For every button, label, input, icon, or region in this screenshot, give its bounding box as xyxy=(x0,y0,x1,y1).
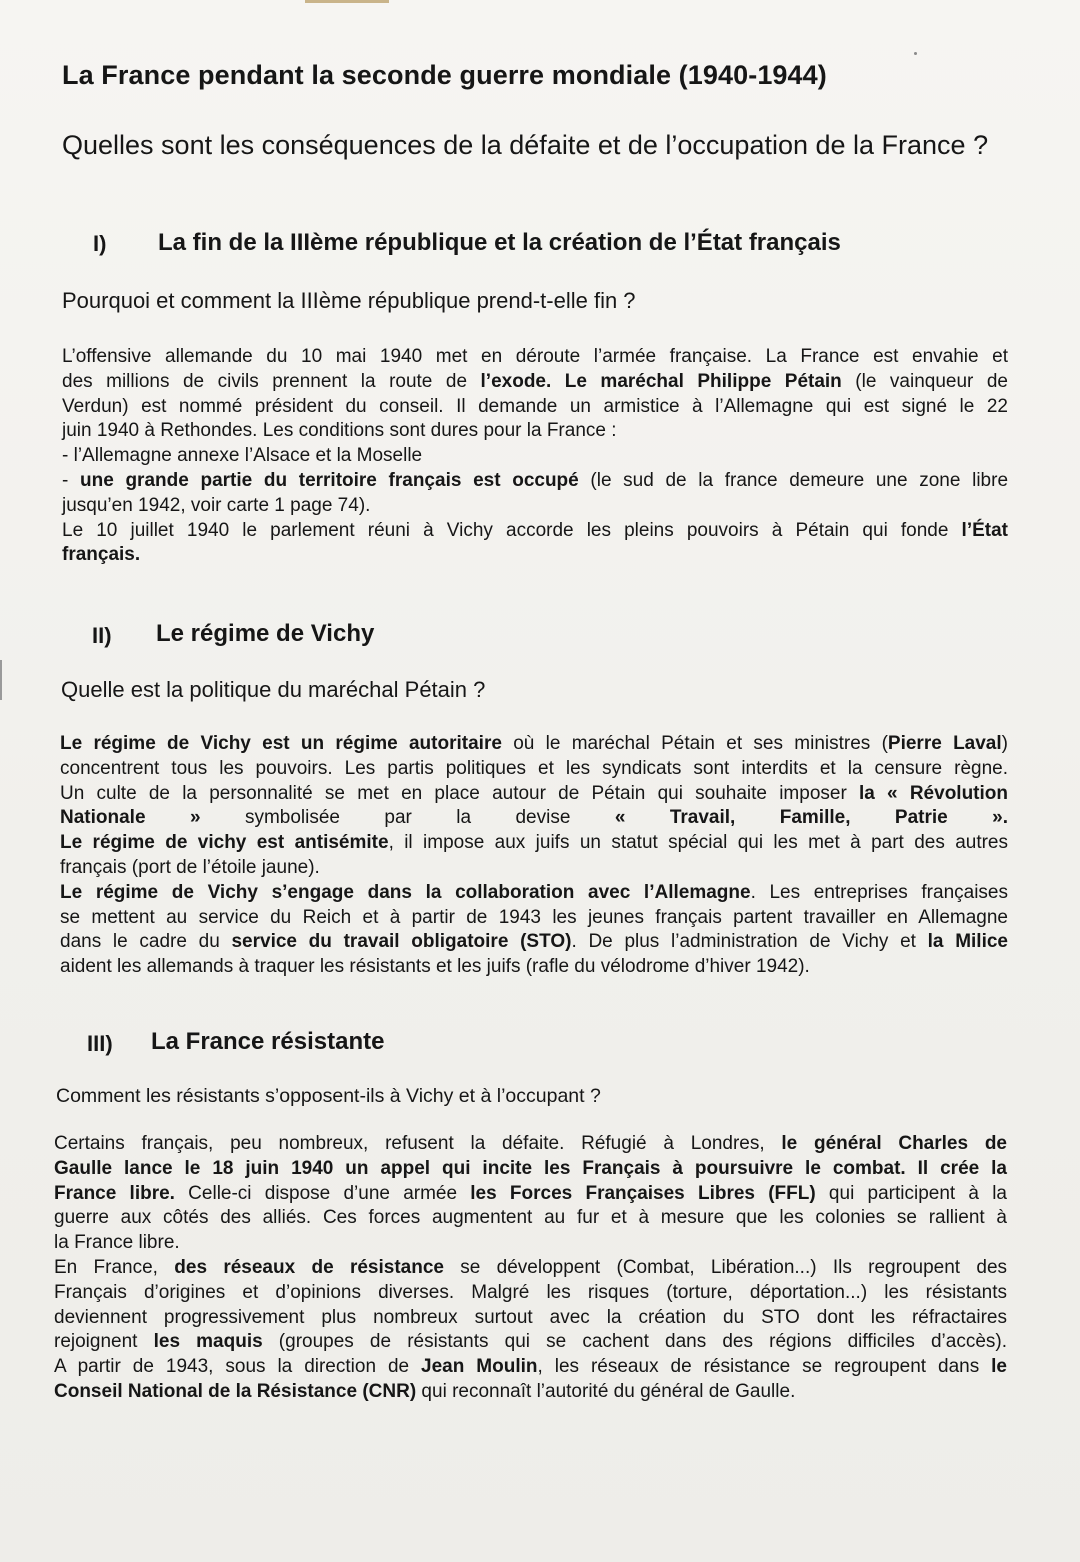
section-3-heading: La France résistante xyxy=(151,1028,385,1055)
scan-edge-mark xyxy=(305,0,389,3)
paragraph-line xyxy=(54,1380,1007,1405)
text: où le maréchal Pétain et ses ministres ( xyxy=(501,733,888,754)
bold-text: les maquis xyxy=(153,1331,263,1353)
text: deviennent progressivement plus nombreux surtout avec la création du STO dont les réfractaires xyxy=(54,1306,1007,1328)
text: Verdun) est nommé président du conseil. Il demande un armistice à l’Allemagne qui est signé le 22 xyxy=(62,395,1008,417)
text: (groupes de résistants qui se cachent dans des régions difficiles d’accès). xyxy=(262,1331,1007,1353)
scan-dust-mark xyxy=(914,52,917,55)
text: ) xyxy=(1001,733,1008,754)
bold-text: les Forces Françaises Libres (FFL) xyxy=(470,1182,816,1204)
paragraph-line xyxy=(60,782,1008,807)
paragraph-line xyxy=(60,930,1008,955)
paragraph-line xyxy=(60,906,1008,931)
paragraph-line xyxy=(60,955,1008,980)
paragraph-line xyxy=(54,1231,1007,1256)
bold-text: l’exode. Le maréchal Philippe Pétain xyxy=(480,370,842,392)
section-2-heading: Le régime de Vichy xyxy=(156,620,375,647)
text: - l’Allemagne annexe l’Alsace et la Moselle xyxy=(62,445,423,467)
text: aident les allemands à traquer les résistants et les juifs (rafle du vélodrome d’hiver 1942). xyxy=(60,956,810,978)
paragraph-line xyxy=(62,469,1008,494)
paragraph-line xyxy=(62,494,1008,519)
bold-text: Nationale » xyxy=(60,807,201,829)
section-2-question: Quelle est la politique du maréchal Pétain ? xyxy=(61,677,486,702)
bold-text: la « Révolution xyxy=(859,782,1009,804)
bold-text: une grande partie du territoire français est occupé xyxy=(80,469,579,491)
paragraph-line xyxy=(62,543,1008,568)
section-2-number: II) xyxy=(92,623,112,648)
section-1-question: Pourquoi et comment la IIIème république prend-t-elle fin ? xyxy=(62,288,636,313)
bold-text: la Milice xyxy=(927,931,1008,953)
text: concentrent tous les pouvoirs. Les partis politiques et les syndicats sont interdits et la censure règne. xyxy=(60,757,1008,779)
text: juin 1940 à Rethondes. Les conditions sont dures pour la France : xyxy=(62,420,617,442)
paragraph-line xyxy=(54,1182,1007,1207)
text: guerre aux côtés des alliés. Ces forces augmentent au fur et à mesure que les colonies se rallient à xyxy=(54,1207,1007,1229)
text: Un culte de la personnalité se met en place autour de Pétain qui souhaite imposer xyxy=(60,782,859,804)
paragraph-line xyxy=(60,856,1008,881)
text: la France libre. xyxy=(54,1232,180,1254)
text: français (port de l’étoile jaune). xyxy=(60,856,320,878)
section-3-question: Comment les résistants s’opposent-ils à Vichy et à l’occupant ? xyxy=(56,1085,601,1107)
section-3-paragraph xyxy=(54,1132,1007,1405)
paragraph-line xyxy=(62,444,1008,469)
paragraph-line xyxy=(60,757,1008,782)
text: Certains français, peu nombreux, refusent la défaite. Réfugié à Londres, xyxy=(54,1133,782,1154)
paragraph-line xyxy=(54,1132,1007,1157)
paragraph-line xyxy=(54,1330,1007,1355)
text: (le vainqueur de xyxy=(841,370,1008,392)
paragraph-line xyxy=(62,519,1008,544)
section-2-paragraph xyxy=(60,732,1008,980)
bold-text: Le régime de Vichy s’engage dans la collaboration avec l’Allemagne xyxy=(60,881,751,903)
paragraph-line xyxy=(62,419,1008,444)
paragraph-line xyxy=(54,1355,1007,1380)
text: rejoignent xyxy=(54,1331,154,1353)
text: A partir de 1943, sous la direction de xyxy=(54,1356,422,1378)
text: L’offensive allemande du 10 mai 1940 met en déroute l’armée française. La France est envahie et xyxy=(62,346,1008,367)
bold-text: Le régime de vichy est antisémite xyxy=(60,832,389,854)
paragraph-line xyxy=(60,881,1008,906)
bold-text: français. xyxy=(62,544,141,566)
paragraph-line xyxy=(54,1157,1007,1182)
paragraph-line xyxy=(54,1281,1007,1306)
bold-text: Jean Moulin xyxy=(421,1356,538,1378)
bold-text: Conseil National de la Résistance (CNR) xyxy=(54,1380,417,1402)
text: symbolisée par la devise xyxy=(200,807,615,829)
page-title: La France pendant la seconde guerre mondiale (1940-1944) xyxy=(62,60,827,90)
paragraph-line xyxy=(60,831,1008,856)
text: se mettent au service du Reich et à partir de 1943 les jeunes français partent travailler en Allemagne xyxy=(60,906,1008,928)
paragraph-line xyxy=(54,1306,1007,1331)
paragraph-line xyxy=(54,1206,1007,1231)
bold-text: France libre. xyxy=(54,1182,175,1204)
section-3-number: III) xyxy=(87,1031,113,1056)
text: qui reconnaît l’autorité du général de Gaulle. xyxy=(416,1380,796,1402)
text: qui participent à la xyxy=(815,1182,1007,1204)
text: dans le cadre du xyxy=(60,931,232,953)
paragraph-line xyxy=(62,345,1008,370)
text: , les réseaux de résistance se regroupent dans xyxy=(537,1356,992,1378)
text: - xyxy=(62,469,80,491)
bold-text: l’État xyxy=(961,519,1008,541)
paragraph-line xyxy=(62,370,1008,395)
text: Celle-ci dispose d’une armée xyxy=(174,1182,471,1204)
text: Le 10 juillet 1940 le parlement réuni à Vichy accorde les pleins pouvoirs à Pétain qui fonde xyxy=(62,519,962,541)
bold-text: « Travail, Famille, Patrie ». xyxy=(614,807,1008,829)
text: (le sud de la france demeure une zone libre xyxy=(578,469,1009,491)
text: jusqu’en 1942, voir carte 1 page 74). xyxy=(62,494,371,516)
section-1-paragraph xyxy=(62,345,1008,568)
text: . Les entreprises françaises xyxy=(750,881,1008,903)
bold-text: Le régime de Vichy est un régime autoritaire xyxy=(60,733,502,754)
text: Français d’origines et d’opinions diverses. Malgré les risques (torture, déportation...) les résistants xyxy=(54,1281,1007,1303)
text: des millions de civils prennent la route de xyxy=(62,370,481,392)
text: . De plus l’administration de Vichy et xyxy=(571,931,928,953)
paragraph-line xyxy=(60,806,1008,831)
paragraph-line xyxy=(60,732,1008,757)
bold-text: service du travail obligatoire (STO) xyxy=(231,931,572,953)
main-question: Quelles sont les conséquences de la défaite et de l’occupation de la France ? xyxy=(62,130,989,160)
section-1-heading: La fin de la IIIème république et la création de l’État français xyxy=(158,229,841,256)
bold-text: Pierre Laval xyxy=(887,733,1002,754)
section-1-number: I) xyxy=(93,231,107,256)
text: En France, xyxy=(54,1256,175,1278)
bold-text: des réseaux de résistance xyxy=(174,1256,444,1278)
text: , il impose aux juifs un statut spécial qui les met à part des autres xyxy=(388,832,1009,854)
bold-text: le xyxy=(991,1356,1008,1378)
bold-text: Gaulle lance le 18 juin 1940 un appel qui incite les Français à poursuivre le combat. Il crée la xyxy=(54,1157,1007,1179)
paragraph-line xyxy=(54,1256,1007,1281)
text: se développent (Combat, Libération...) Ils regroupent des xyxy=(443,1256,1008,1278)
scan-edge-line xyxy=(0,660,2,700)
bold-text: le général Charles de xyxy=(781,1133,1007,1154)
paragraph-line xyxy=(62,395,1008,420)
